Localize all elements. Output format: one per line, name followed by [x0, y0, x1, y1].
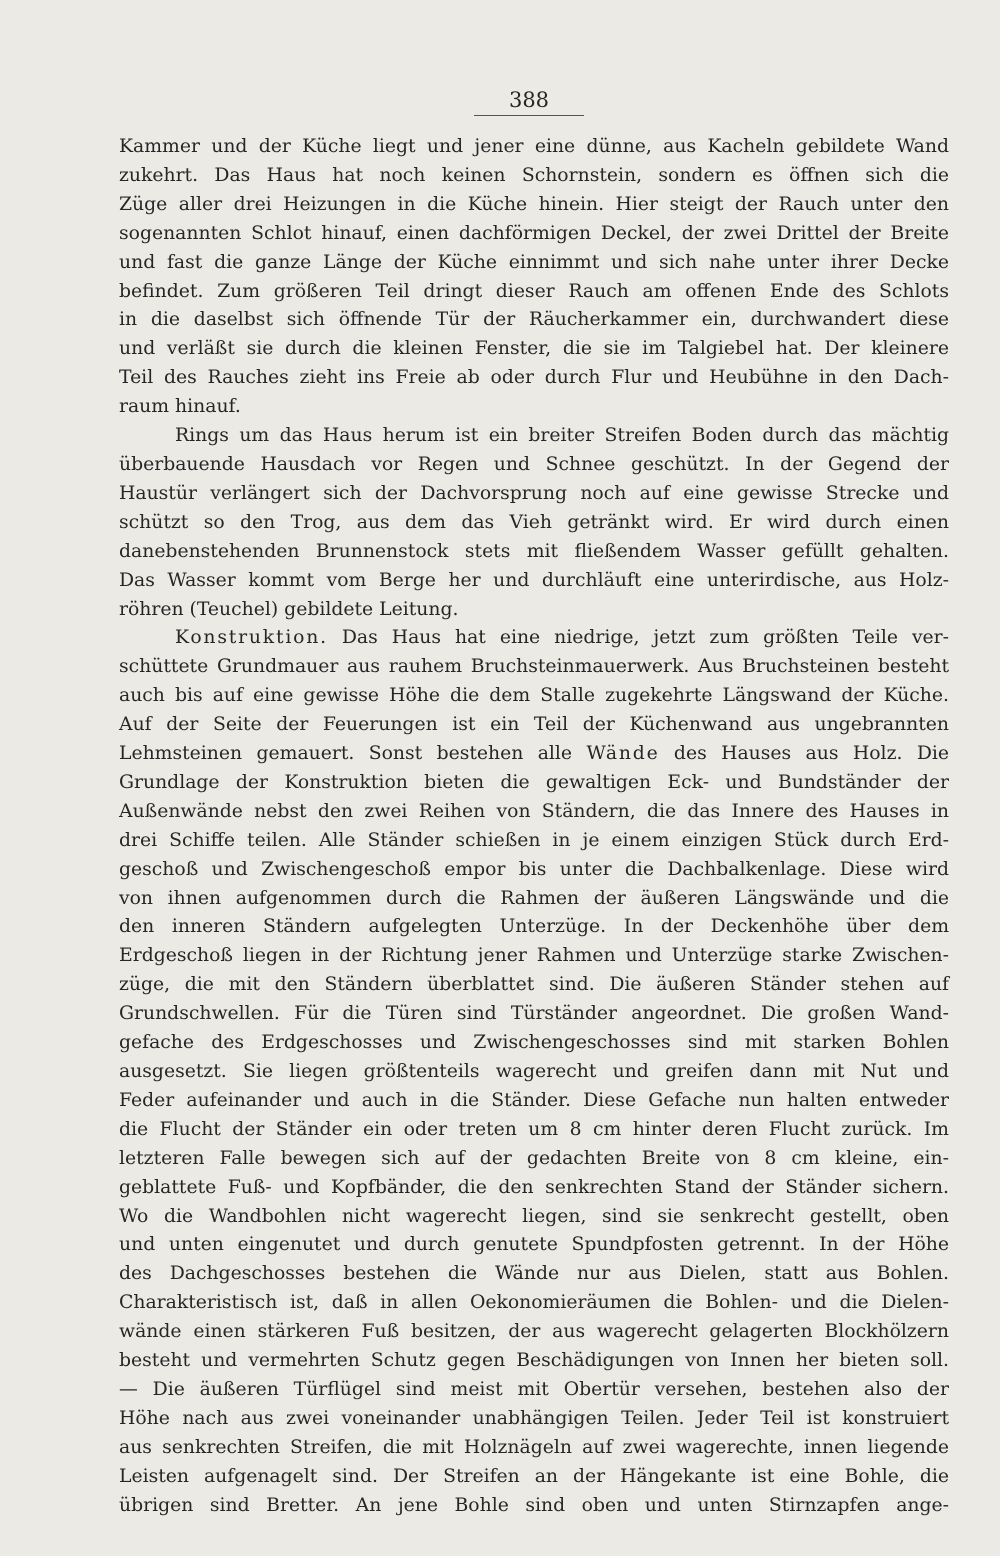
- line-text: Teil des Rauches zieht ins Freie ab oder durch Flur und Heubühne in den Dach-: [119, 367, 949, 389]
- text-line: [119, 1318, 949, 1347]
- text-line: [119, 885, 949, 914]
- line-text: zukehrt. Das Haus hat noch keinen Schornstein, sondern es öffnen sich die: [119, 164, 949, 186]
- text-line: [119, 1145, 949, 1174]
- text-line: [119, 1203, 949, 1232]
- text-line: [119, 480, 949, 509]
- line-text: — Die äußeren Türflügel sind meist mit Obertür versehen, bestehen also der: [119, 1378, 949, 1400]
- line-text: ausgesetzt. Sie liegen größtenteils wagerecht und greifen dann mit Nut und: [119, 1061, 949, 1082]
- line-text: Haustür verlängert sich der Dachvorsprung noch auf eine gewisse Strecke und: [119, 482, 949, 504]
- text-line: [119, 942, 949, 971]
- line-text: Lehmsteinen gemauert. Sonst bestehen alle: [119, 743, 587, 765]
- text-line: [119, 1376, 949, 1405]
- line-text: sogenannten Schlot hinauf, einen dachförmigen Deckel, der zwei Drittel der Breite: [119, 222, 949, 244]
- text-line: [119, 509, 949, 538]
- text-line: [119, 1492, 949, 1521]
- text-line: [119, 422, 949, 451]
- line-text: raum hinauf.: [119, 396, 241, 418]
- text-line: [119, 1405, 949, 1434]
- line-text: Grundschwellen. Für die Türen sind Türständer angeordnet. Die großen Wand-: [119, 1003, 949, 1025]
- text-line: [119, 567, 949, 596]
- line-text: Erdgeschoß liegen in der Richtung jener Rahmen und Unterzüge starke Zwischen-: [119, 945, 949, 967]
- text-line: [119, 827, 949, 856]
- text-line: [119, 451, 949, 480]
- line-text: Wo die Wandbohlen nicht wagerecht liegen, sind sie senkrecht gestellt, oben: [119, 1205, 949, 1227]
- text-line: [119, 1000, 949, 1029]
- line-text: übrigen sind Bretter. An jene Bohle sind oben und unten Stirnzapfen ange-: [119, 1494, 949, 1516]
- line-text: Feder aufeinander und auch in die Ständer. Diese Gefache nun halten entweder: [119, 1089, 949, 1111]
- text-line: [119, 538, 949, 567]
- text-line: [119, 1116, 949, 1145]
- text-line: [119, 1174, 949, 1203]
- line-text: röhren (Teuchel) gebildete Leitung.: [119, 598, 459, 620]
- line-text: schützt so den Trog, aus dem das Vieh getränkt wird. Er wird durch einen: [119, 511, 949, 533]
- line-text: Das Wasser kommt vom Berge her und durchläuft eine unterirdische, aus Holz-: [119, 569, 949, 591]
- text-line: [119, 335, 949, 364]
- text-line: [119, 971, 949, 1000]
- page-body-text: [119, 133, 949, 1521]
- line-text: drei Schiffe teilen. Alle Ständer schießen in je einem einzigen Stück durch Erd-: [119, 829, 949, 851]
- line-text: und verläßt sie durch die kleinen Fenster, die sie im Talgiebel hat. Der kleinere: [119, 338, 949, 360]
- text-line: [119, 1260, 949, 1289]
- line-text: Rings um das Haus herum ist ein breiter Streifen Boden durch das mächtig: [175, 425, 949, 447]
- line-text: schüttete Grundmauer aus rauhem Bruchsteinmauerwerk. Aus Bruchsteinen besteht: [119, 656, 949, 678]
- line-text: die Flucht der Ständer ein oder treten um 8 cm hinter deren Flucht zurück. Im: [119, 1118, 949, 1140]
- emphasized-word: Wände: [586, 743, 660, 765]
- text-line: [119, 1029, 949, 1058]
- line-text: und fast die ganze Länge der Küche einnimmt und sich nahe unter ihrer Decke: [119, 251, 949, 273]
- line-text: aus senkrechten Streifen, die mit Holznägeln auf zwei wagerechte, innen liegende: [119, 1436, 949, 1458]
- text-line: [119, 133, 949, 162]
- text-line: [119, 220, 949, 249]
- line-text: Kammer und der Küche liegt und jener eine dünne, aus Kacheln gebildete Wand: [119, 136, 949, 157]
- text-line: [119, 393, 949, 422]
- text-line: [119, 1058, 949, 1087]
- line-text: Höhe nach aus zwei voneinander unabhängigen Teilen. Jeder Teil ist konstruiert: [119, 1407, 949, 1429]
- line-text: Grundlage der Konstruktion bieten die gewaltigen Eck- und Bundständer der: [119, 771, 949, 793]
- text-line: [119, 249, 949, 278]
- text-line: [119, 769, 949, 798]
- text-line: [119, 278, 949, 307]
- text-line: [119, 364, 949, 393]
- line-text: befindet. Zum größeren Teil dringt dieser Rauch am offenen Ende des Schlots: [119, 280, 949, 302]
- text-line: [119, 191, 949, 220]
- line-text: gefache des Erdgeschosses und Zwischengeschosses sind mit starken Bohlen: [119, 1032, 949, 1054]
- text-line: [119, 596, 949, 625]
- text-line: [119, 798, 949, 827]
- line-text: Charakteristisch ist, daß in allen Oekonomieräumen die Bohlen- und die Dielen-: [119, 1292, 949, 1314]
- text-line: [119, 306, 949, 335]
- text-line: [119, 1347, 949, 1376]
- line-text: des Dachgeschosses bestehen die Wände nur aus Dielen, statt aus Bohlen.: [119, 1263, 949, 1285]
- section-heading: Konstruktion.: [175, 627, 328, 649]
- line-text: geblattete Fuß- und Kopfbänder, die den senkrechten Stand der Ständer sichern.: [119, 1176, 949, 1198]
- line-text: auch bis auf eine gewisse Höhe die dem Stalle zugekehrte Längswand der Küche.: [119, 685, 949, 707]
- line-text: Das Haus hat eine niedrige, jetzt zum größten Teile ver-: [327, 627, 949, 649]
- line-text: in die daselbst sich öffnende Tür der Räucherkammer ein, durchwandert diese: [119, 309, 949, 331]
- line-text: besteht und vermehrten Schutz gegen Beschädigungen von Innen her bieten soll.: [119, 1350, 949, 1372]
- line-text: züge, die mit den Ständern überblattet sind. Die äußeren Ständer stehen auf: [119, 974, 949, 996]
- text-line: [119, 1231, 949, 1260]
- text-line: [119, 624, 949, 653]
- line-text: und unten eingenutet und durch genutete Spundpfosten getrennt. In der Höhe: [119, 1234, 949, 1256]
- page-number: 388: [474, 88, 584, 116]
- text-line: [119, 913, 949, 942]
- line-text: überbauende Hausdach vor Regen und Schnee geschützt. In der Gegend der: [119, 453, 949, 475]
- line-text: danebenstehenden Brunnenstock stets mit fließendem Wasser gefüllt gehalten.: [119, 540, 949, 562]
- text-line: [119, 740, 949, 769]
- line-text: Auf der Seite der Feuerungen ist ein Teil der Küchenwand aus ungebrannten: [119, 714, 949, 736]
- line-text: geschoß und Zwischengeschoß empor bis unter die Dachbalkenlage. Diese wird: [119, 858, 949, 880]
- line-text: den inneren Ständern aufgelegten Unterzüge. In der Deckenhöhe über dem: [119, 916, 949, 938]
- line-text-continued: des Hauses aus Holz. Die: [659, 743, 949, 765]
- text-line: [119, 653, 949, 682]
- text-line: [119, 1289, 949, 1318]
- text-line: [119, 1434, 949, 1463]
- line-text: wände einen stärkeren Fuß besitzen, der aus wagerecht gelagerten Blockhölzern: [119, 1321, 949, 1343]
- text-line: [119, 162, 949, 191]
- line-text: von ihnen aufgenommen durch die Rahmen der äußeren Längswände und die: [119, 887, 949, 909]
- text-line: [119, 1087, 949, 1116]
- text-line: [119, 682, 949, 711]
- line-text: Züge aller drei Heizungen in die Küche hinein. Hier steigt der Rauch unter den: [119, 193, 949, 215]
- line-text: Leisten aufgenagelt sind. Der Streifen an der Hängekante ist eine Bohle, die: [119, 1465, 949, 1487]
- text-line: [119, 1463, 949, 1492]
- text-line: [119, 856, 949, 885]
- text-line: [119, 711, 949, 740]
- line-text: letzteren Falle bewegen sich auf der gedachten Breite von 8 cm kleine, ein-: [119, 1147, 949, 1169]
- line-text: Außenwände nebst den zwei Reihen von Ständern, die das Innere des Hauses in: [119, 800, 949, 822]
